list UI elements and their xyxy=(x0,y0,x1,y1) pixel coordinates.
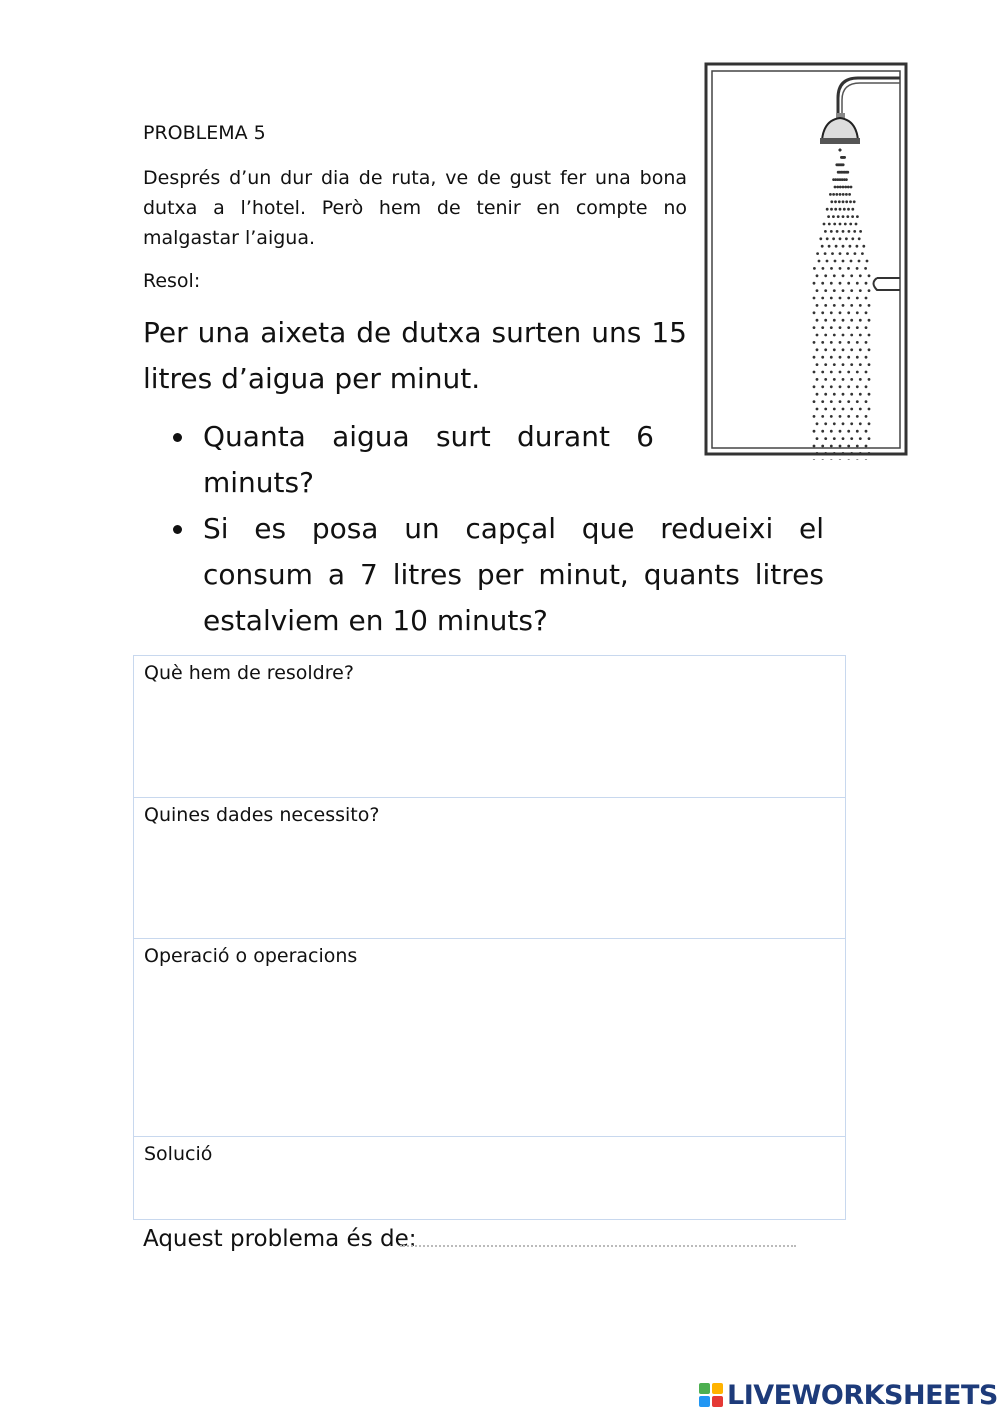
water-drop xyxy=(821,341,824,344)
question-list-2 xyxy=(170,506,824,644)
water-drop xyxy=(861,252,864,255)
water-drop xyxy=(824,289,827,292)
water-drop xyxy=(842,289,845,292)
water-drop xyxy=(844,223,847,226)
water-drop xyxy=(824,393,827,396)
water-drop xyxy=(813,459,816,460)
water-drop xyxy=(833,304,836,307)
water-drop xyxy=(813,400,816,403)
water-drop xyxy=(855,223,858,226)
water-drop xyxy=(813,356,816,359)
water-drop xyxy=(847,311,850,314)
water-drop xyxy=(821,326,824,329)
water-drop xyxy=(868,334,871,337)
water-drop xyxy=(839,430,842,433)
water-drop xyxy=(833,452,836,455)
answer-cell-what-to-solve[interactable] xyxy=(134,656,845,798)
water-drop xyxy=(865,415,868,418)
water-drop xyxy=(818,260,821,263)
water-drop xyxy=(856,215,859,218)
water-drop xyxy=(847,459,850,460)
water-drop xyxy=(839,445,842,448)
water-drop xyxy=(833,223,836,226)
water-drop xyxy=(813,341,816,344)
cell-label: Solució xyxy=(144,1143,213,1165)
water-drop xyxy=(856,297,859,300)
answer-cell-data-needed[interactable] xyxy=(134,798,845,939)
question-list-1 xyxy=(170,414,654,506)
water-drop xyxy=(813,297,816,300)
brand-watermark xyxy=(698,1377,998,1413)
water-drop xyxy=(824,452,827,455)
water-drop xyxy=(830,430,833,433)
resol-label: Resol: xyxy=(143,270,201,292)
water-drop xyxy=(842,304,845,307)
water-drop xyxy=(830,200,833,203)
water-drop xyxy=(846,252,849,255)
water-drop xyxy=(839,326,842,329)
water-drop xyxy=(839,385,842,388)
cell-label: Quines dades necessito? xyxy=(144,804,380,826)
water-drop xyxy=(830,326,833,329)
water-drop xyxy=(865,430,868,433)
water-drop xyxy=(850,408,853,411)
water-drop xyxy=(868,408,871,411)
water-drop xyxy=(847,341,850,344)
water-drop xyxy=(856,311,859,314)
water-drop xyxy=(862,245,865,248)
water-drop xyxy=(847,297,850,300)
water-drop xyxy=(850,319,853,322)
water-drop xyxy=(842,408,845,411)
water-drop xyxy=(816,408,819,411)
problem-statement: Per una aixeta de dutxa surten uns 15 litres d’aigua per minut. xyxy=(143,316,687,395)
water-drop xyxy=(849,245,852,248)
water-drop xyxy=(847,282,850,285)
water-drop xyxy=(865,400,868,403)
water-drop xyxy=(813,282,816,285)
water-drop xyxy=(859,452,862,455)
water-drop xyxy=(821,297,824,300)
water-drop xyxy=(868,274,871,277)
water-drop xyxy=(842,452,845,455)
water-drop xyxy=(833,319,836,322)
water-drop xyxy=(830,445,833,448)
water-drop xyxy=(821,245,824,248)
water-drop xyxy=(856,385,859,388)
water-drop xyxy=(813,385,816,388)
water-drop xyxy=(842,163,845,166)
water-drop xyxy=(843,156,846,159)
water-drop xyxy=(849,200,852,203)
water-drop xyxy=(833,289,836,292)
worksheet-table xyxy=(133,655,846,1220)
water-drop xyxy=(824,422,827,425)
water-drop xyxy=(856,459,859,460)
water-drop xyxy=(834,200,837,203)
water-drop xyxy=(839,267,842,270)
water-drop xyxy=(839,311,842,314)
water-drop xyxy=(834,186,837,189)
water-drop xyxy=(854,252,857,255)
cell-label: Què hem de resoldre? xyxy=(144,662,354,684)
water-drop xyxy=(844,186,847,189)
water-drop xyxy=(846,171,849,174)
water-drop xyxy=(850,363,853,366)
water-drop xyxy=(868,422,871,425)
water-drop xyxy=(842,260,845,263)
water-drop xyxy=(847,400,850,403)
water-drop xyxy=(828,245,831,248)
bullet-icon xyxy=(173,525,182,534)
water-drop xyxy=(833,422,836,425)
water-drop xyxy=(830,400,833,403)
water-drop xyxy=(821,430,824,433)
water-drop xyxy=(842,422,845,425)
water-drop xyxy=(835,193,838,196)
water-drop xyxy=(858,260,861,263)
water-drop xyxy=(859,393,862,396)
water-drop xyxy=(830,385,833,388)
water-drop xyxy=(826,260,829,263)
water-drop xyxy=(826,208,829,211)
water-drop xyxy=(824,408,827,411)
water-drop xyxy=(827,215,830,218)
water-drop xyxy=(859,304,862,307)
water-drop xyxy=(839,371,842,374)
water-drop xyxy=(813,371,816,374)
water-drop xyxy=(842,363,845,366)
water-drop xyxy=(836,230,839,233)
water-drop xyxy=(859,437,862,440)
water-drop xyxy=(824,252,827,255)
water-drop xyxy=(824,304,827,307)
water-drop xyxy=(839,149,842,152)
water-drop xyxy=(842,230,845,233)
water-drop xyxy=(849,223,852,226)
water-drop xyxy=(836,186,839,189)
water-drop xyxy=(830,341,833,344)
water-drop xyxy=(821,385,824,388)
water-drop xyxy=(842,348,845,351)
water-drop xyxy=(868,319,871,322)
problem-title: PROBLEMA 5 xyxy=(143,122,266,144)
water-drop xyxy=(830,311,833,314)
water-drop xyxy=(850,348,853,351)
water-drop xyxy=(831,252,834,255)
brand-name: LIVEWORKSHEETS xyxy=(727,1379,998,1411)
water-drop xyxy=(816,348,819,351)
water-drop xyxy=(824,319,827,322)
water-drop xyxy=(833,408,836,411)
water-drop xyxy=(830,267,833,270)
water-drop xyxy=(821,371,824,374)
water-drop xyxy=(842,193,845,196)
water-drop xyxy=(842,334,845,337)
water-drop xyxy=(847,430,850,433)
water-drop xyxy=(847,326,850,329)
water-drop xyxy=(832,215,835,218)
water-drop xyxy=(847,186,850,189)
water-drop xyxy=(856,326,859,329)
water-drop xyxy=(858,237,861,240)
water-drop xyxy=(843,208,846,211)
water-drop xyxy=(842,215,845,218)
water-drop xyxy=(826,237,829,240)
water-drop xyxy=(830,282,833,285)
water-drop xyxy=(839,415,842,418)
water-drop xyxy=(847,385,850,388)
water-drop xyxy=(816,452,819,455)
water-drop xyxy=(851,208,854,211)
question-text: Si es posa un capçal que redueixi el consum a 7 litres per minut, quants litres estalviem en 10 minuts? xyxy=(203,512,824,637)
liveworksheets-logo-icon xyxy=(698,1382,725,1408)
water-drop xyxy=(839,186,842,189)
water-drop xyxy=(856,267,859,270)
water-drop xyxy=(845,200,848,203)
water-drop xyxy=(865,341,868,344)
water-drop xyxy=(833,363,836,366)
water-drop xyxy=(847,415,850,418)
water-drop xyxy=(813,430,816,433)
water-drop xyxy=(830,297,833,300)
water-drop xyxy=(823,223,826,226)
water-drop xyxy=(859,363,862,366)
water-drop xyxy=(847,267,850,270)
water-drop xyxy=(842,393,845,396)
water-drop xyxy=(824,363,827,366)
water-drop xyxy=(851,215,854,218)
water-drop xyxy=(813,267,816,270)
water-drop xyxy=(839,341,842,344)
water-drop xyxy=(865,311,868,314)
water-drop xyxy=(824,348,827,351)
question-text: Quanta aigua surt durant 6 minuts? xyxy=(203,420,654,499)
water-drop xyxy=(824,274,827,277)
water-drop xyxy=(850,437,853,440)
water-drop xyxy=(833,274,836,277)
water-drop xyxy=(851,237,854,240)
water-drop xyxy=(868,363,871,366)
water-drop xyxy=(850,260,853,263)
water-drop xyxy=(816,274,819,277)
water-drop xyxy=(856,371,859,374)
question-item xyxy=(170,414,654,506)
water-drop xyxy=(839,208,842,211)
water-drop xyxy=(830,230,833,233)
water-drop xyxy=(824,230,827,233)
water-drop xyxy=(816,437,819,440)
water-drop xyxy=(816,393,819,396)
water-drop xyxy=(865,445,868,448)
water-drop xyxy=(821,356,824,359)
water-drop xyxy=(821,459,824,460)
water-drop xyxy=(830,356,833,359)
water-drop xyxy=(865,371,868,374)
answer-cell-solution[interactable] xyxy=(134,1137,845,1221)
water-drop xyxy=(856,400,859,403)
water-drop xyxy=(848,230,851,233)
water-drop xyxy=(868,289,871,292)
water-drop xyxy=(868,378,871,381)
water-drop xyxy=(839,237,842,240)
water-drop xyxy=(832,193,835,196)
water-drop xyxy=(830,415,833,418)
water-drop xyxy=(824,437,827,440)
water-drop xyxy=(865,326,868,329)
question-item xyxy=(170,506,824,644)
water-drop xyxy=(834,260,837,263)
water-drop xyxy=(847,445,850,448)
water-drop xyxy=(859,230,862,233)
water-drop xyxy=(833,334,836,337)
water-drop xyxy=(833,393,836,396)
water-drop xyxy=(816,319,819,322)
water-drop xyxy=(830,208,833,211)
water-drop xyxy=(859,319,862,322)
water-drop xyxy=(839,297,842,300)
water-drop xyxy=(834,208,837,211)
water-drop xyxy=(839,223,842,226)
water-drop xyxy=(868,437,871,440)
water-drop xyxy=(868,304,871,307)
water-drop xyxy=(865,297,868,300)
water-drop xyxy=(842,245,845,248)
water-drop xyxy=(842,378,845,381)
water-drop xyxy=(850,393,853,396)
water-drop xyxy=(853,200,856,203)
water-drop xyxy=(856,245,859,248)
water-drop xyxy=(824,334,827,337)
water-drop xyxy=(835,245,838,248)
water-drop xyxy=(833,348,836,351)
water-drop xyxy=(828,223,831,226)
water-drop xyxy=(830,371,833,374)
water-drop xyxy=(824,378,827,381)
water-drop xyxy=(839,193,842,196)
water-drop xyxy=(838,200,841,203)
water-drop xyxy=(821,311,824,314)
water-drop xyxy=(821,445,824,448)
water-drop xyxy=(868,393,871,396)
cell-label: Operació o operacions xyxy=(144,945,358,967)
water-drop xyxy=(847,208,850,211)
water-drop xyxy=(853,230,856,233)
water-drop xyxy=(866,260,869,263)
water-drop xyxy=(856,282,859,285)
problem-type-label: Aquest problema és de: xyxy=(143,1226,417,1252)
water-drop xyxy=(837,215,840,218)
water-drop xyxy=(842,274,845,277)
water-drop xyxy=(856,341,859,344)
water-drop xyxy=(842,200,845,203)
water-drop xyxy=(821,282,824,285)
problem-type-answer-line[interactable] xyxy=(400,1245,796,1247)
water-drop xyxy=(850,274,853,277)
water-drop xyxy=(850,289,853,292)
water-drop xyxy=(848,193,851,196)
water-drop xyxy=(816,304,819,307)
water-drop xyxy=(819,237,822,240)
problem-intro: Després d’un dur dia de ruta, ve de gust fer una bona dutxa a l’hotel. Però hem de tenir en compte no malgastar l’aigua. xyxy=(143,167,687,249)
water-drop xyxy=(868,348,871,351)
water-drop xyxy=(833,437,836,440)
water-drop xyxy=(813,445,816,448)
water-drop xyxy=(830,459,833,460)
shower-icon xyxy=(700,58,912,460)
water-drop xyxy=(847,356,850,359)
water-drop xyxy=(816,334,819,337)
water-drop xyxy=(829,193,832,196)
water-drop xyxy=(842,186,845,189)
water-drop xyxy=(850,422,853,425)
water-drop xyxy=(821,400,824,403)
water-drop xyxy=(846,215,849,218)
water-drop xyxy=(833,378,836,381)
water-drop xyxy=(839,356,842,359)
water-drop xyxy=(839,252,842,255)
water-drop xyxy=(822,267,825,270)
water-drop xyxy=(832,237,835,240)
water-drop xyxy=(842,437,845,440)
water-drop xyxy=(816,252,819,255)
water-drop xyxy=(868,452,871,455)
water-drop xyxy=(845,178,848,181)
water-drop xyxy=(850,334,853,337)
water-drop xyxy=(821,415,824,418)
water-drop xyxy=(859,289,862,292)
water-drop xyxy=(856,430,859,433)
water-drop xyxy=(845,237,848,240)
water-drop xyxy=(859,348,862,351)
water-drop xyxy=(859,274,862,277)
water-drop xyxy=(865,459,868,460)
water-drop xyxy=(865,356,868,359)
water-drop xyxy=(839,400,842,403)
water-drop xyxy=(859,408,862,411)
water-drop xyxy=(816,422,819,425)
water-drop xyxy=(859,422,862,425)
water-drop xyxy=(850,452,853,455)
water-drop xyxy=(865,385,868,388)
water-drop xyxy=(839,282,842,285)
water-drop xyxy=(856,356,859,359)
water-drop xyxy=(816,289,819,292)
water-drop xyxy=(816,363,819,366)
water-drop xyxy=(859,378,862,381)
water-drop xyxy=(813,311,816,314)
water-drop xyxy=(865,282,868,285)
water-drop xyxy=(856,445,859,448)
water-drop xyxy=(813,415,816,418)
water-drop xyxy=(856,415,859,418)
water-drop xyxy=(816,378,819,381)
water-drop xyxy=(864,267,867,270)
water-drop xyxy=(813,326,816,329)
water-drop xyxy=(850,304,853,307)
water-drop xyxy=(850,186,853,189)
water-drop xyxy=(845,193,848,196)
bullet-icon xyxy=(173,433,182,442)
water-drop xyxy=(842,319,845,322)
water-drop xyxy=(839,459,842,460)
answer-cell-operations[interactable] xyxy=(134,939,845,1137)
water-drop xyxy=(847,371,850,374)
water-drop xyxy=(850,378,853,381)
water-drop xyxy=(859,334,862,337)
